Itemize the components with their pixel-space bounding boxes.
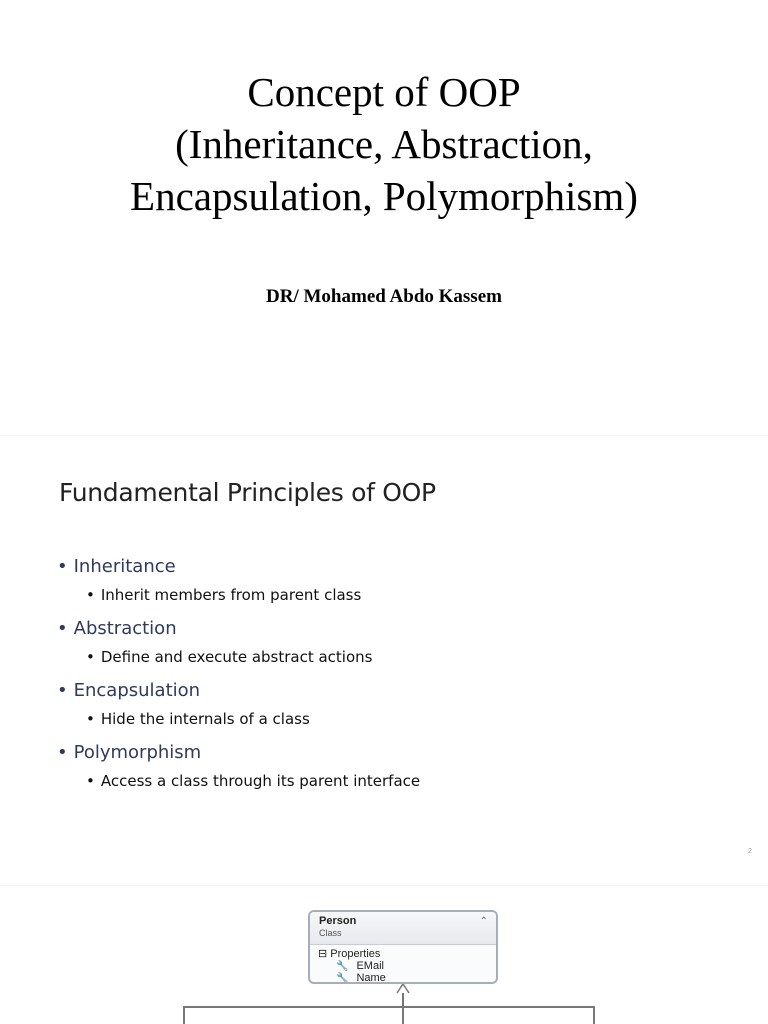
wrench-icon: 🔧 xyxy=(336,961,349,972)
title-line: Concept of OOP xyxy=(247,69,521,115)
sub-bullet-text: Define and execute abstract actions xyxy=(100,648,373,666)
author-name: DR/ Mohamed Abdo Kassem xyxy=(266,286,502,307)
slide-divider xyxy=(0,435,768,436)
sub-bullet-text: Inherit members from parent class xyxy=(100,586,362,604)
property-name: EMail xyxy=(356,960,384,972)
slide-title: Fundamental Principles of OOP xyxy=(59,478,436,507)
bullet-item: • Inheritance xyxy=(57,556,176,577)
sub-bullet-text: Access a class through its parent interface xyxy=(100,772,421,790)
class-kind: Class xyxy=(319,928,342,938)
page-number: 2 xyxy=(748,848,752,855)
bullet-list xyxy=(57,552,420,800)
property-name: Name xyxy=(356,972,386,984)
bullet-item: • Encapsulation xyxy=(57,680,201,701)
class-header xyxy=(310,912,496,945)
sub-bullet-item: • Access a class through its parent interface xyxy=(86,772,421,790)
collapse-box-icon[interactable]: ⊟ xyxy=(318,948,328,960)
property-row xyxy=(310,972,496,984)
title-line: (Inheritance, Abstraction, xyxy=(175,121,593,167)
bullet-label: Polymorphism xyxy=(73,742,202,763)
slide-divider xyxy=(0,885,768,886)
properties-section[interactable] xyxy=(310,948,496,960)
bullet-label: Encapsulation xyxy=(73,680,201,701)
section-label: Properties xyxy=(330,948,381,960)
sub-bullet-text: Hide the internals of a class xyxy=(100,710,310,728)
principles-slide xyxy=(0,440,768,880)
sub-bullet-item: • Inherit members from parent class xyxy=(86,586,362,604)
class-name: Person xyxy=(319,915,357,927)
bullet-label: Inheritance xyxy=(73,556,176,577)
bullet-item: • Polymorphism xyxy=(57,742,202,763)
inheritance-arrowhead xyxy=(397,984,409,993)
sub-bullet-item: • Define and execute abstract actions xyxy=(86,648,373,666)
sub-bullet-item: • Hide the internals of a class xyxy=(86,710,310,728)
uml-slide xyxy=(0,890,768,1024)
property-row xyxy=(310,960,496,972)
wrench-icon: 🔧 xyxy=(336,973,349,984)
title-line: Encapsulation, Polymorphism) xyxy=(130,173,638,219)
bullet-item: • Abstraction xyxy=(57,618,177,639)
title-slide xyxy=(0,0,768,430)
presentation-title xyxy=(0,66,768,222)
bullet-label: Abstraction xyxy=(73,618,177,639)
chevron-up-icon[interactable]: ⌃ xyxy=(479,916,488,927)
person-class-box[interactable] xyxy=(308,910,498,984)
